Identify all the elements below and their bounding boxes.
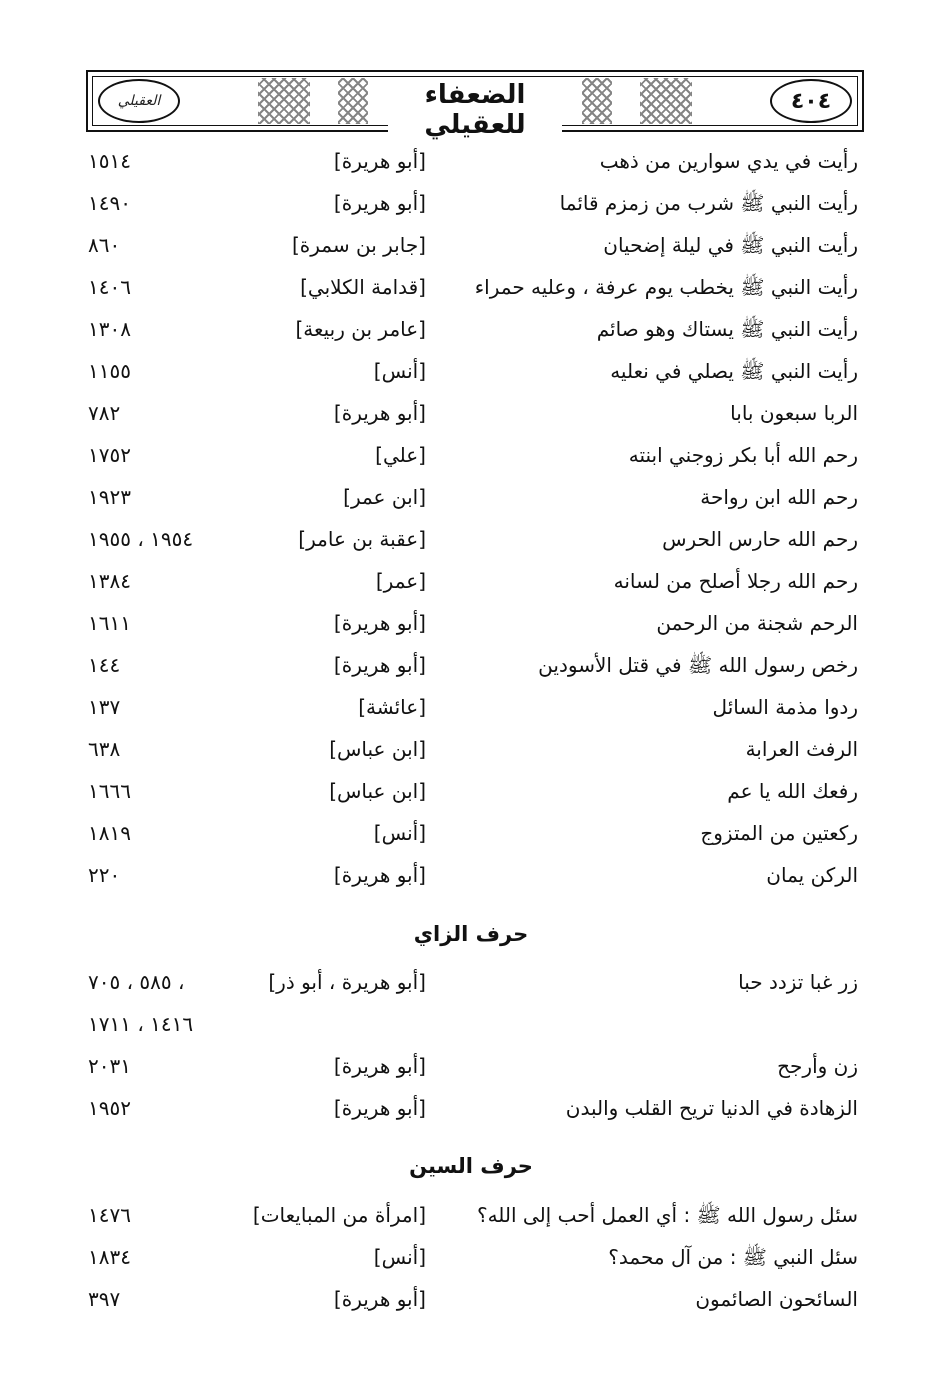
- index-entry: [0, 1088, 942, 1128]
- index-entry: [0, 1237, 942, 1277]
- index-entry: [0, 393, 942, 433]
- index-entry: [0, 141, 942, 181]
- narrator: [ابن عباس]: [329, 779, 426, 803]
- page-number: ٤٠٤: [790, 88, 832, 114]
- hadith-text: رحم الله أبا بكر زوجني ابنته: [628, 443, 858, 467]
- index-entry: [0, 603, 942, 643]
- reference-number: ١٣٧: [88, 695, 121, 719]
- narrator: [علي]: [375, 443, 426, 467]
- reference-number: ١٣٨٤: [88, 569, 131, 593]
- narrator: [أنس]: [373, 1245, 426, 1269]
- reference-number: ١٦٦٦: [88, 779, 131, 803]
- reference-number: ١٨٣٤: [88, 1245, 131, 1269]
- hadith-text: الرحم شجنة من الرحمن: [656, 611, 858, 635]
- section-heading-zay: حرف الزاي: [413, 922, 529, 946]
- reference-number: ١٧٥٢: [88, 443, 131, 467]
- reference-number: ١٤٩٠: [88, 191, 131, 215]
- hadith-text: رخص رسول الله ﷺ في قتل الأسودين: [538, 653, 858, 677]
- reference-number: ١٤١٦ ، ١٧١١: [88, 1012, 194, 1036]
- hadith-text: سئل رسول الله ﷺ : أي العمل أحب إلى الله؟: [476, 1203, 858, 1227]
- hadith-text: الركن يمان: [766, 863, 858, 887]
- ornament-band-left-inner: [338, 78, 368, 124]
- narrator: [أبو هريرة ، أبو ذر]: [268, 970, 426, 994]
- narrator: [عقبة بن عامر]: [298, 527, 426, 551]
- reference-number: ٢٢٠: [88, 863, 121, 887]
- book-seal-medallion: [98, 79, 180, 123]
- book-seal: العقيلي: [117, 93, 161, 109]
- hadith-text: ركعتين من المتزوج: [700, 821, 858, 845]
- ornament-band-right: [640, 78, 692, 124]
- reference-number: ٣٩٧: [88, 1287, 121, 1311]
- index-entry: [0, 962, 942, 1002]
- hadith-text: رحم الله ابن رواحة: [700, 485, 858, 509]
- hadith-text: زر غبا تزدد حبا: [738, 970, 858, 994]
- page-number-medallion: [770, 79, 852, 123]
- ornament-band-left: [258, 78, 310, 124]
- running-title: الضعفاء للعقيلي: [388, 80, 562, 140]
- narrator: [أنس]: [373, 821, 426, 845]
- reference-number: ٧٨٢: [88, 401, 121, 425]
- index-entry: [0, 645, 942, 685]
- reference-number: ٥٨٥ ، ٧٠٥ ،: [88, 970, 185, 994]
- hadith-text: الربا سبعون بابا: [730, 401, 858, 425]
- hadith-text: ردوا مذمة السائل: [712, 695, 858, 719]
- narrator: [أبو هريرة]: [333, 1287, 426, 1311]
- reference-number: ١٦١١: [88, 611, 131, 635]
- index-entry: [0, 477, 942, 517]
- narrator: [جابر بن سمرة]: [291, 233, 426, 257]
- narrator: [عمر]: [375, 569, 426, 593]
- section-heading-sin: حرف السين: [409, 1154, 533, 1178]
- narrator: [عامر بن ربيعة]: [295, 317, 426, 341]
- ornament-band-right-inner: [582, 78, 612, 124]
- hadith-text: الرفث العرابة: [745, 737, 858, 761]
- hadith-text: الزهادة في الدنيا تريح القلب والبدن: [565, 1096, 858, 1120]
- hadith-text: رأيت النبي ﷺ يصلي في نعليه: [610, 359, 858, 383]
- index-entry: [0, 225, 942, 265]
- narrator: [أبو هريرة]: [333, 863, 426, 887]
- index-entry: [0, 1279, 942, 1319]
- reference-number: ١٩٥٤ ، ١٩٥٥: [88, 527, 194, 551]
- page-header: [86, 70, 864, 140]
- hadith-text: سئل النبي ﷺ : من آل محمد؟: [608, 1245, 858, 1269]
- reference-number: ١٨١٩: [88, 821, 131, 845]
- hadith-text: رحم الله حارس الحرس: [662, 527, 858, 551]
- narrator: [أبو هريرة]: [333, 149, 426, 173]
- narrator: [امرأة من المبايعات]: [252, 1203, 426, 1227]
- index-entry: [0, 687, 942, 727]
- reference-number: ٦٣٨: [88, 737, 121, 761]
- index-entry: [0, 351, 942, 391]
- index-entry: [0, 435, 942, 475]
- index-entry-continuation: [0, 1004, 942, 1044]
- hadith-text: رأيت النبي ﷺ يخطب يوم عرفة ، وعليه حمراء: [474, 275, 858, 299]
- hadith-text: رأيت النبي ﷺ يستاك وهو صائم: [596, 317, 858, 341]
- narrator: [ابن عمر]: [343, 485, 426, 509]
- hadith-text: رأيت النبي ﷺ شرب من زمزم قائما: [559, 191, 858, 215]
- narrator: [قدامة الكلابي]: [300, 275, 426, 299]
- index-entry: [0, 1046, 942, 1086]
- reference-number: ١٤٠٦: [88, 275, 131, 299]
- narrator: [أنس]: [373, 359, 426, 383]
- narrator: [عائشة]: [358, 695, 426, 719]
- narrator: [أبو هريرة]: [333, 191, 426, 215]
- reference-number: ١٥١٤: [88, 149, 131, 173]
- reference-number: ١١٥٥: [88, 359, 131, 383]
- hadith-text: رأيت النبي ﷺ في ليلة إضحيان: [603, 233, 858, 257]
- narrator: [أبو هريرة]: [333, 611, 426, 635]
- index-entry: [0, 1195, 942, 1235]
- index-entry: [0, 561, 942, 601]
- index-entry: [0, 813, 942, 853]
- hadith-text: السائحون الصائمون: [695, 1287, 858, 1311]
- reference-number: ٢٠٣١: [88, 1054, 131, 1078]
- index-entry: [0, 729, 942, 769]
- narrator: [أبو هريرة]: [333, 653, 426, 677]
- narrator: [أبو هريرة]: [333, 1054, 426, 1078]
- index-entry: [0, 771, 942, 811]
- hadith-text: رحم الله رجلا أصلح من لسانه: [613, 569, 858, 593]
- reference-number: ١٤٧٦: [88, 1203, 131, 1227]
- narrator: [ابن عباس]: [329, 737, 426, 761]
- index-entry: [0, 267, 942, 307]
- reference-number: ٨٦٠: [88, 233, 121, 257]
- reference-number: ١٤٤: [88, 653, 121, 677]
- reference-number: ١٩٢٣: [88, 485, 131, 509]
- index-entry: [0, 519, 942, 559]
- reference-number: ١٩٥٢: [88, 1096, 131, 1120]
- index-entry: [0, 183, 942, 223]
- narrator: [أبو هريرة]: [333, 1096, 426, 1120]
- index-entry: [0, 855, 942, 895]
- hadith-text: زن وأرجح: [777, 1054, 858, 1078]
- narrator: [أبو هريرة]: [333, 401, 426, 425]
- hadith-text: رأيت في يدي سوارين من ذهب: [599, 149, 858, 173]
- reference-number: ١٣٠٨: [88, 317, 131, 341]
- index-entry: [0, 309, 942, 349]
- hadith-text: رفعك الله يا عم: [727, 779, 858, 803]
